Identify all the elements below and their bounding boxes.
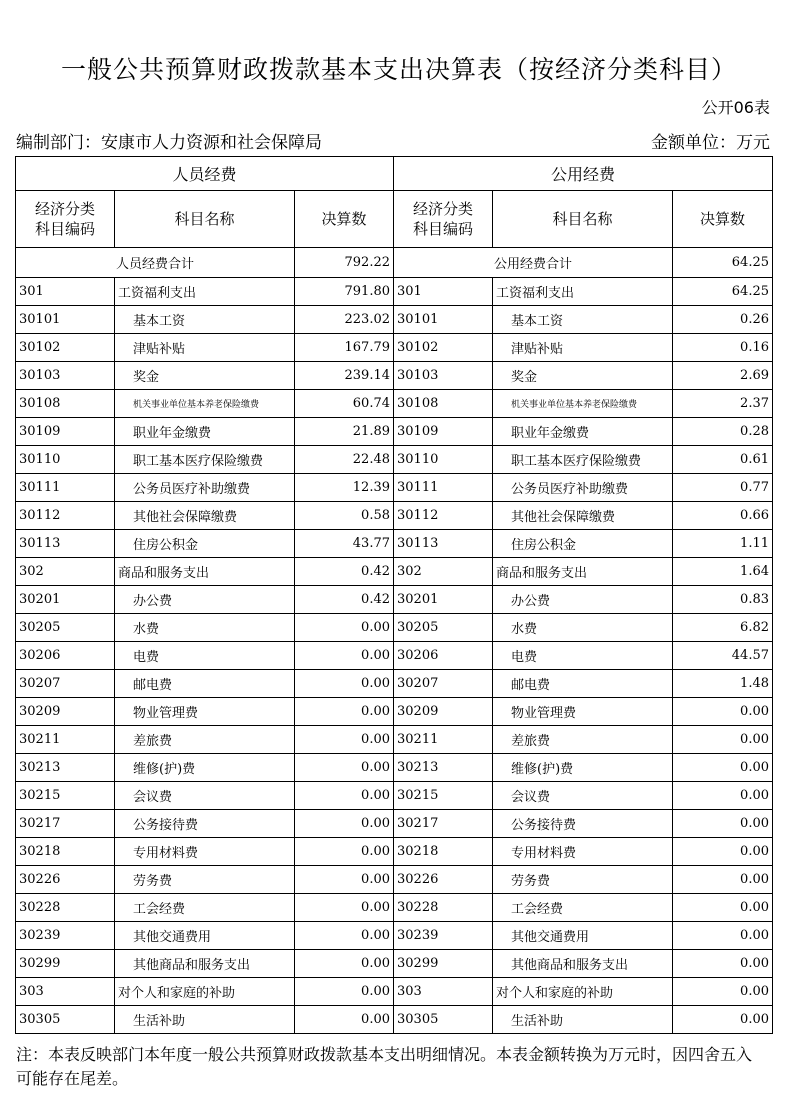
row-name-left: 奖金: [115, 362, 295, 390]
row-amount-right: 0.16: [673, 334, 773, 362]
row-amount-left: 239.14: [295, 362, 394, 390]
row-name-left: 公务员医疗补助缴费: [115, 474, 295, 502]
row-name-left: 差旅费: [115, 726, 295, 754]
footnote: 注：本表反映部门本年度一般公共预算财政拨款基本支出明细情况。本表金额转换为万元时，因四舍五入可能存在尾差。: [16, 1045, 753, 1088]
table-row: [16, 530, 773, 558]
table-row: [16, 866, 773, 894]
col-header-name: 科目名称: [115, 191, 295, 248]
row-amount-left: 0.00: [295, 810, 394, 838]
row-code-right: 30239: [394, 922, 493, 950]
col-header-name: 科目名称: [493, 191, 673, 248]
row-code-right: 30103: [394, 362, 493, 390]
row-name-right: 工会经费: [493, 894, 673, 922]
row-amount-left: 0.00: [295, 754, 394, 782]
table-row: [16, 502, 773, 530]
row-amount-right: 0.00: [673, 838, 773, 866]
row-name-left: 其他交通费用: [115, 922, 295, 950]
table-row: [16, 362, 773, 390]
table-row: [16, 810, 773, 838]
row-name-left: 其他商品和服务支出: [115, 950, 295, 978]
row-code-left: 30213: [16, 754, 115, 782]
row-amount-left: 0.00: [295, 614, 394, 642]
row-name-right: 劳务费: [493, 866, 673, 894]
row-name-left: 维修(护)费: [115, 754, 295, 782]
row-code-left: 30207: [16, 670, 115, 698]
row-amount-left: 0.00: [295, 642, 394, 670]
row-name-right: 维修(护)费: [493, 754, 673, 782]
row-code-left: 30206: [16, 642, 115, 670]
row-name-left: 物业管理费: [115, 698, 295, 726]
row-code-right: 30206: [394, 642, 493, 670]
row-name-left: 职业年金缴费: [115, 418, 295, 446]
row-amount-left: 21.89: [295, 418, 394, 446]
row-name-left: 津贴补贴: [115, 334, 295, 362]
col-header-code-text: 经济分类 科目编码: [412, 200, 473, 238]
personnel-section-header: 人员经费: [16, 157, 394, 191]
row-code-right: 30113: [394, 530, 493, 558]
table-row: [16, 278, 773, 306]
row-code-right: 30201: [394, 586, 493, 614]
table-row: [16, 1006, 773, 1034]
row-amount-left: 43.77: [295, 530, 394, 558]
row-amount-right: 0.00: [673, 782, 773, 810]
row-code-left: 30201: [16, 586, 115, 614]
row-amount-left: 60.74: [295, 390, 394, 418]
table-row: [16, 558, 773, 586]
row-amount-left: 0.00: [295, 978, 394, 1006]
row-name-right: 物业管理费: [493, 698, 673, 726]
row-code-left: 30113: [16, 530, 115, 558]
col-header-code-text: 经济分类 科目编码: [34, 200, 95, 238]
row-code-left: 30209: [16, 698, 115, 726]
table-row: [16, 418, 773, 446]
row-code-right: 30213: [394, 754, 493, 782]
row-name-left: 基本工资: [115, 306, 295, 334]
row-name-right: 办公费: [493, 586, 673, 614]
row-amount-left: 0.00: [295, 838, 394, 866]
table-row: [16, 642, 773, 670]
row-code-left: 30205: [16, 614, 115, 642]
row-name-right: 基本工资: [493, 306, 673, 334]
row-amount-right: 0.00: [673, 754, 773, 782]
row-code-left: 30108: [16, 390, 115, 418]
row-amount-left: 0.42: [295, 586, 394, 614]
row-amount-right: 0.00: [673, 978, 773, 1006]
row-amount-left: 0.00: [295, 922, 394, 950]
row-amount-right: 0.77: [673, 474, 773, 502]
row-name-left: 职工基本医疗保险缴费: [115, 446, 295, 474]
row-name-left: 机关事业单位基本养老保险缴费: [115, 390, 295, 418]
row-code-left: 30228: [16, 894, 115, 922]
table-row: [16, 894, 773, 922]
table-row: [16, 306, 773, 334]
row-name-left: 对个人和家庭的补助: [115, 978, 295, 1006]
row-name-right: 其他社会保障缴费: [493, 502, 673, 530]
row-name-left: 工资福利支出: [115, 278, 295, 306]
row-amount-left: 22.48: [295, 446, 394, 474]
row-code-left: 30239: [16, 922, 115, 950]
table-row: [16, 950, 773, 978]
table-row: [16, 754, 773, 782]
row-code-left: 30101: [16, 306, 115, 334]
row-code-right: 303: [394, 978, 493, 1006]
row-amount-left: 0.58: [295, 502, 394, 530]
row-name-left: 专用材料费: [115, 838, 295, 866]
personnel-total-label: 人员经费合计: [16, 248, 295, 278]
row-code-right: 30109: [394, 418, 493, 446]
row-amount-right: 0.83: [673, 586, 773, 614]
row-amount-left: 167.79: [295, 334, 394, 362]
table-row: [16, 670, 773, 698]
col-header-amount: 决算数: [673, 191, 773, 248]
public-total-value: 64.25: [673, 248, 773, 278]
public-total-label: 公用经费合计: [394, 248, 673, 278]
row-name-right: 住房公积金: [493, 530, 673, 558]
row-amount-right: 0.00: [673, 894, 773, 922]
row-name-right: 公务接待费: [493, 810, 673, 838]
row-name-left: 商品和服务支出: [115, 558, 295, 586]
row-amount-right: 0.66: [673, 502, 773, 530]
row-amount-right: 2.37: [673, 390, 773, 418]
row-code-right: 30217: [394, 810, 493, 838]
table-row: [16, 446, 773, 474]
row-amount-left: 0.42: [295, 558, 394, 586]
row-amount-right: 0.00: [673, 1006, 773, 1034]
row-name-right: 邮电费: [493, 670, 673, 698]
table-row: [16, 922, 773, 950]
row-amount-right: 0.00: [673, 950, 773, 978]
row-code-right: 30110: [394, 446, 493, 474]
row-amount-right: 0.61: [673, 446, 773, 474]
row-name-left: 会议费: [115, 782, 295, 810]
row-name-left: 电费: [115, 642, 295, 670]
row-amount-right: 1.64: [673, 558, 773, 586]
row-name-right: 生活补助: [493, 1006, 673, 1034]
row-name-left: 办公费: [115, 586, 295, 614]
row-amount-right: 1.11: [673, 530, 773, 558]
row-code-right: 30299: [394, 950, 493, 978]
row-name-left: 公务接待费: [115, 810, 295, 838]
row-code-left: 30110: [16, 446, 115, 474]
row-amount-left: 0.00: [295, 894, 394, 922]
row-amount-left: 0.00: [295, 782, 394, 810]
row-name-right: 其他商品和服务支出: [493, 950, 673, 978]
row-name-left: 劳务费: [115, 866, 295, 894]
row-amount-right: 1.48: [673, 670, 773, 698]
row-code-left: 30109: [16, 418, 115, 446]
row-name-left: 水费: [115, 614, 295, 642]
row-name-right: 对个人和家庭的补助: [493, 978, 673, 1006]
row-name-right: 职工基本医疗保险缴费: [493, 446, 673, 474]
row-code-left: 30218: [16, 838, 115, 866]
table-row: [16, 698, 773, 726]
expenditure-table: [15, 156, 773, 1034]
row-name-right: 奖金: [493, 362, 673, 390]
row-code-right: 302: [394, 558, 493, 586]
row-name-right: 水费: [493, 614, 673, 642]
row-name-left: 生活补助: [115, 1006, 295, 1034]
row-amount-left: 0.00: [295, 726, 394, 754]
table-row: [16, 586, 773, 614]
row-name-right: 机关事业单位基本养老保险缴费: [493, 390, 673, 418]
row-code-right: 30108: [394, 390, 493, 418]
section-header-row: [16, 157, 773, 191]
row-amount-right: 2.69: [673, 362, 773, 390]
row-name-left: 住房公积金: [115, 530, 295, 558]
row-amount-left: 0.00: [295, 698, 394, 726]
row-code-right: 30218: [394, 838, 493, 866]
row-amount-left: 0.00: [295, 1006, 394, 1034]
row-amount-right: 44.57: [673, 642, 773, 670]
row-name-right: 电费: [493, 642, 673, 670]
row-name-right: 专用材料费: [493, 838, 673, 866]
row-code-left: 302: [16, 558, 115, 586]
row-name-right: 津贴补贴: [493, 334, 673, 362]
row-amount-left: 0.00: [295, 866, 394, 894]
col-header-code: [394, 191, 493, 248]
row-name-right: 差旅费: [493, 726, 673, 754]
row-code-left: 30217: [16, 810, 115, 838]
row-amount-right: 0.26: [673, 306, 773, 334]
row-amount-right: 0.00: [673, 726, 773, 754]
total-row: [16, 248, 773, 278]
row-name-right: 公务员医疗补助缴费: [493, 474, 673, 502]
row-amount-left: 12.39: [295, 474, 394, 502]
row-name-left: 邮电费: [115, 670, 295, 698]
table-row: [16, 614, 773, 642]
row-code-right: 30211: [394, 726, 493, 754]
row-code-left: 301: [16, 278, 115, 306]
row-code-left: 30299: [16, 950, 115, 978]
table-row: [16, 474, 773, 502]
row-name-right: 其他交通费用: [493, 922, 673, 950]
table-row: [16, 334, 773, 362]
row-code-right: 30205: [394, 614, 493, 642]
unit-label: 金额单位：万元: [651, 133, 770, 153]
table-row: [16, 838, 773, 866]
personnel-total-value: 792.22: [295, 248, 394, 278]
column-header-row: [16, 191, 773, 248]
row-amount-left: 223.02: [295, 306, 394, 334]
row-amount-left: 791.80: [295, 278, 394, 306]
row-code-right: 30215: [394, 782, 493, 810]
row-code-right: 30112: [394, 502, 493, 530]
table-row: [16, 390, 773, 418]
row-name-right: 工资福利支出: [493, 278, 673, 306]
row-code-right: 30111: [394, 474, 493, 502]
row-amount-right: 0.00: [673, 922, 773, 950]
table-number: 公开06表: [701, 98, 770, 117]
row-code-right: 30209: [394, 698, 493, 726]
row-code-left: 30102: [16, 334, 115, 362]
row-amount-right: 0.00: [673, 866, 773, 894]
row-code-left: 30112: [16, 502, 115, 530]
row-code-right: 30228: [394, 894, 493, 922]
row-code-right: 30207: [394, 670, 493, 698]
row-code-right: 30305: [394, 1006, 493, 1034]
row-amount-left: 0.00: [295, 950, 394, 978]
row-code-left: 30103: [16, 362, 115, 390]
row-amount-right: 0.00: [673, 810, 773, 838]
department-label: 编制部门：安康市人力资源和社会保障局: [16, 133, 322, 153]
row-code-left: 30215: [16, 782, 115, 810]
row-code-left: 303: [16, 978, 115, 1006]
row-name-right: 会议费: [493, 782, 673, 810]
page-title: 一般公共预算财政拨款基本支出决算表（按经济分类科目）: [60, 55, 737, 84]
row-name-left: 工会经费: [115, 894, 295, 922]
row-amount-right: 0.28: [673, 418, 773, 446]
row-amount-left: 0.00: [295, 670, 394, 698]
row-amount-right: 64.25: [673, 278, 773, 306]
row-name-right: 职业年金缴费: [493, 418, 673, 446]
public-section-header: 公用经费: [394, 157, 773, 191]
col-header-amount: 决算数: [295, 191, 394, 248]
col-header-code: [16, 191, 115, 248]
table-row: [16, 782, 773, 810]
row-code-left: 30111: [16, 474, 115, 502]
row-name-right: 商品和服务支出: [493, 558, 673, 586]
row-code-right: 30226: [394, 866, 493, 894]
table-row: [16, 726, 773, 754]
row-code-left: 30305: [16, 1006, 115, 1034]
row-code-left: 30226: [16, 866, 115, 894]
row-code-right: 301: [394, 278, 493, 306]
row-code-right: 30102: [394, 334, 493, 362]
table-row: [16, 978, 773, 1006]
row-code-left: 30211: [16, 726, 115, 754]
row-name-left: 其他社会保障缴费: [115, 502, 295, 530]
row-amount-right: 6.82: [673, 614, 773, 642]
row-code-right: 30101: [394, 306, 493, 334]
row-amount-right: 0.00: [673, 698, 773, 726]
